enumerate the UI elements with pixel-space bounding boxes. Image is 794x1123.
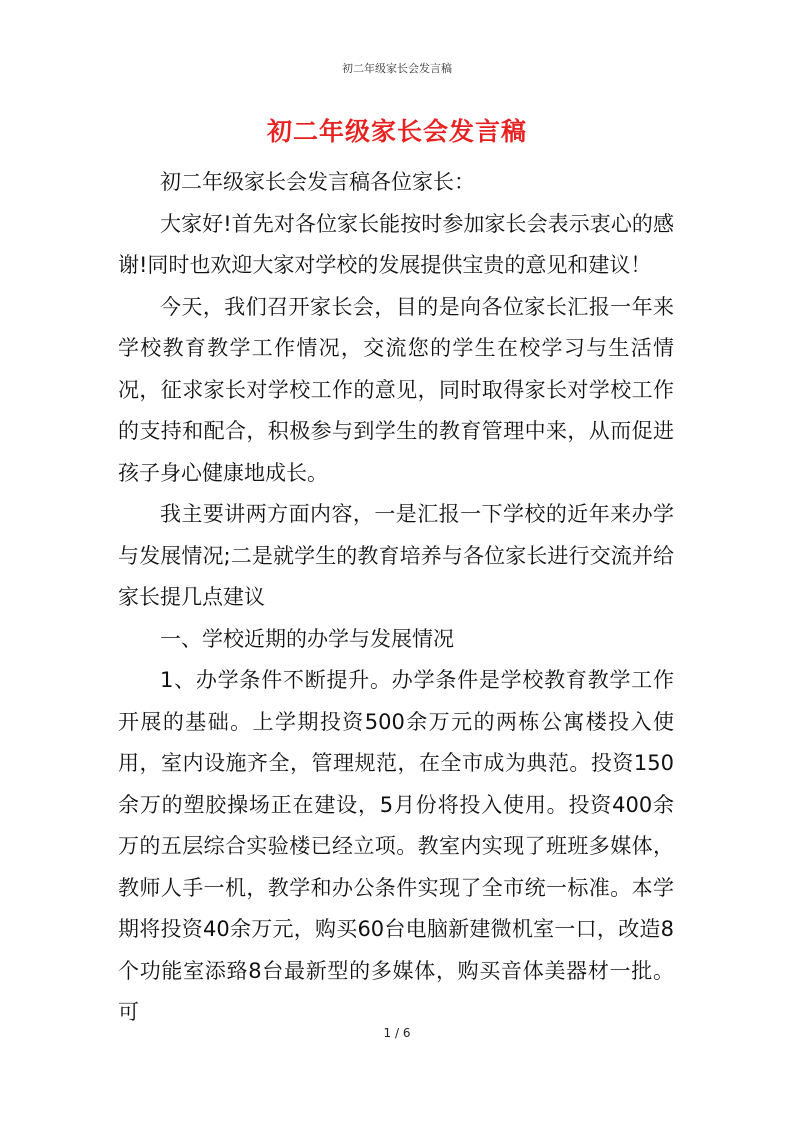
page-number: 1 / 6 — [383, 1026, 411, 1040]
paragraph-salutation: 初二年级家长会发言稿各位家长： — [160, 170, 475, 194]
paragraph-purpose: 今天，我们召开家长会，目的是向各位家长汇报一年来学校教育教学工作情况，交流您的学生在校学习与生活情况，征求家长对学校工作的意见，同时取得家长对学校工作的支持和配合，积极参与到学生的教育管理中来，从而促进孩子身心健康地成长。 — [118, 294, 674, 485]
paragraph-greeting: 大家好!首先对各位家长能按时参加家长会表示衷心的感谢!同时也欢迎大家对学校的发展提供宝贵的意见和建议！ — [118, 211, 674, 277]
document-title: 初二年级家长会发言稿 — [266, 117, 527, 146]
paragraph-conditions: 1、办学条件不断提升。办学条件是学校教育教学工作开展的基础。上学期投资500余万元的两栋公寓楼投入使用，室内设施齐全，管理规范，在全市成为典范。投资150余万的塑胶操场正在建设，5月份将投入使用。投资400余万的五层综合实验楼已经立项。教室内实现了班班多媒体，教师人手一机，教学和办公条件实现了全市统一标准。本学期将投资40余万元，购买60台电脑新建微机室一口，改造8个功能室添臵8台最新型的多媒体，购买音体美器材一批。可 — [118, 668, 674, 1024]
document-body — [118, 162, 674, 1034]
paragraph-outline: 我主要讲两方面内容，一是汇报一下学校的近年来办学与发展情况;二是就学生的教育培养与各位家长进行交流并给家长提几点建议 — [118, 502, 674, 609]
section-heading: 一、学校近期的办学与发展情况 — [160, 626, 454, 651]
running-header: 初二年级家长会发言稿 — [342, 62, 452, 75]
